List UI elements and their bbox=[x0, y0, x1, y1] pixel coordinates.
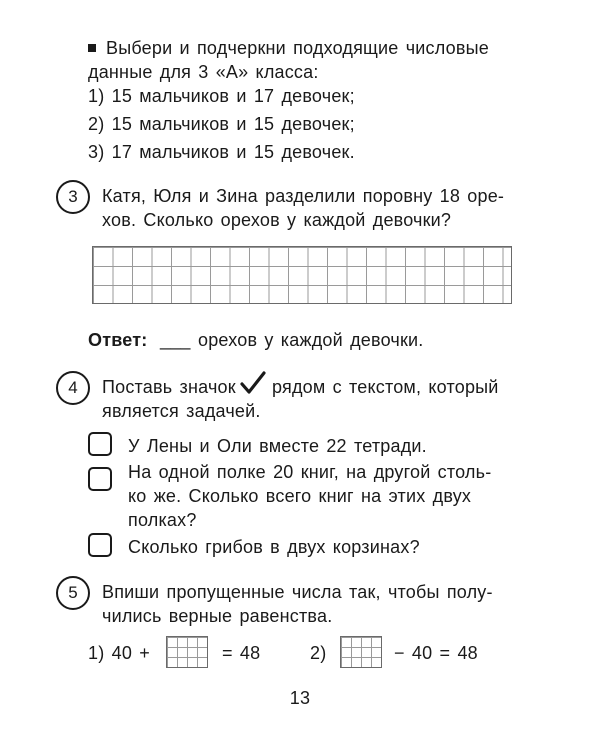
equation-1-input-grid[interactable] bbox=[166, 636, 208, 668]
intro-option-1[interactable]: 1) 15 мальчиков и 17 девочек; bbox=[88, 86, 355, 106]
task-4-option-2-line-1: На одной полке 20 книг, на другой столь- bbox=[128, 462, 492, 482]
intro-line-2: данные для 3 «А» класса: bbox=[88, 62, 319, 82]
intro-line-1: Выбери и подчеркни подходящие числовые bbox=[106, 38, 489, 58]
equation-1-result: = 48 bbox=[222, 643, 261, 663]
equation-2-result: − 40 = 48 bbox=[394, 643, 478, 663]
task-4-text-line-2: является задачей. bbox=[102, 401, 261, 421]
checkmark-icon bbox=[240, 371, 266, 395]
task-4-option-1-line-1: У Лены и Оли вместе 22 тетради. bbox=[128, 436, 427, 456]
task-5-text-line-1: Впиши пропущенные числа так, чтобы полу- bbox=[102, 582, 493, 602]
task-5-number: 5 bbox=[56, 576, 90, 610]
task-3-number: 3 bbox=[56, 180, 90, 214]
equation-2-label: 2) bbox=[310, 643, 327, 663]
intro-option-2[interactable]: 2) 15 мальчиков и 15 девочек; bbox=[88, 114, 355, 134]
task-4-checkbox-3[interactable] bbox=[88, 533, 112, 557]
task-4-checkbox-1[interactable] bbox=[88, 432, 112, 456]
task-3-answer-blank[interactable]: ___ bbox=[160, 330, 191, 350]
task-4-text-line-1a: Поставь значок bbox=[102, 377, 236, 397]
task-4-checkbox-2[interactable] bbox=[88, 467, 112, 491]
equation-1-label: 1) 40 + bbox=[88, 643, 150, 663]
task-4-option-2-line-3: полках? bbox=[128, 510, 197, 530]
task-3-text-line-2: хов. Сколько орехов у каждой девочки? bbox=[102, 210, 452, 230]
task-4-option-3-line-1: Сколько грибов в двух корзинах? bbox=[128, 537, 420, 557]
equation-2-input-grid[interactable] bbox=[340, 636, 382, 668]
task-5-text-line-2: чились верные равенства. bbox=[102, 606, 333, 626]
page-number: 13 bbox=[289, 688, 311, 708]
intro-option-3[interactable]: 3) 17 мальчиков и 15 девочек. bbox=[88, 142, 355, 162]
task-3-answer-text: орехов у каждой девочки. bbox=[198, 330, 424, 350]
task-3-answer-label: Ответ: bbox=[88, 330, 148, 350]
task-4-number: 4 bbox=[56, 371, 90, 405]
bullet-icon bbox=[88, 44, 96, 52]
task-4-text-line-1b: рядом с текстом, который bbox=[272, 377, 499, 397]
task-3-text-line-1: Катя, Юля и Зина разделили поровну 18 оре- bbox=[102, 186, 505, 206]
task-3-work-grid[interactable] bbox=[92, 246, 512, 304]
task-4-option-2-line-2: ко же. Сколько всего книг на этих двух bbox=[128, 486, 472, 506]
